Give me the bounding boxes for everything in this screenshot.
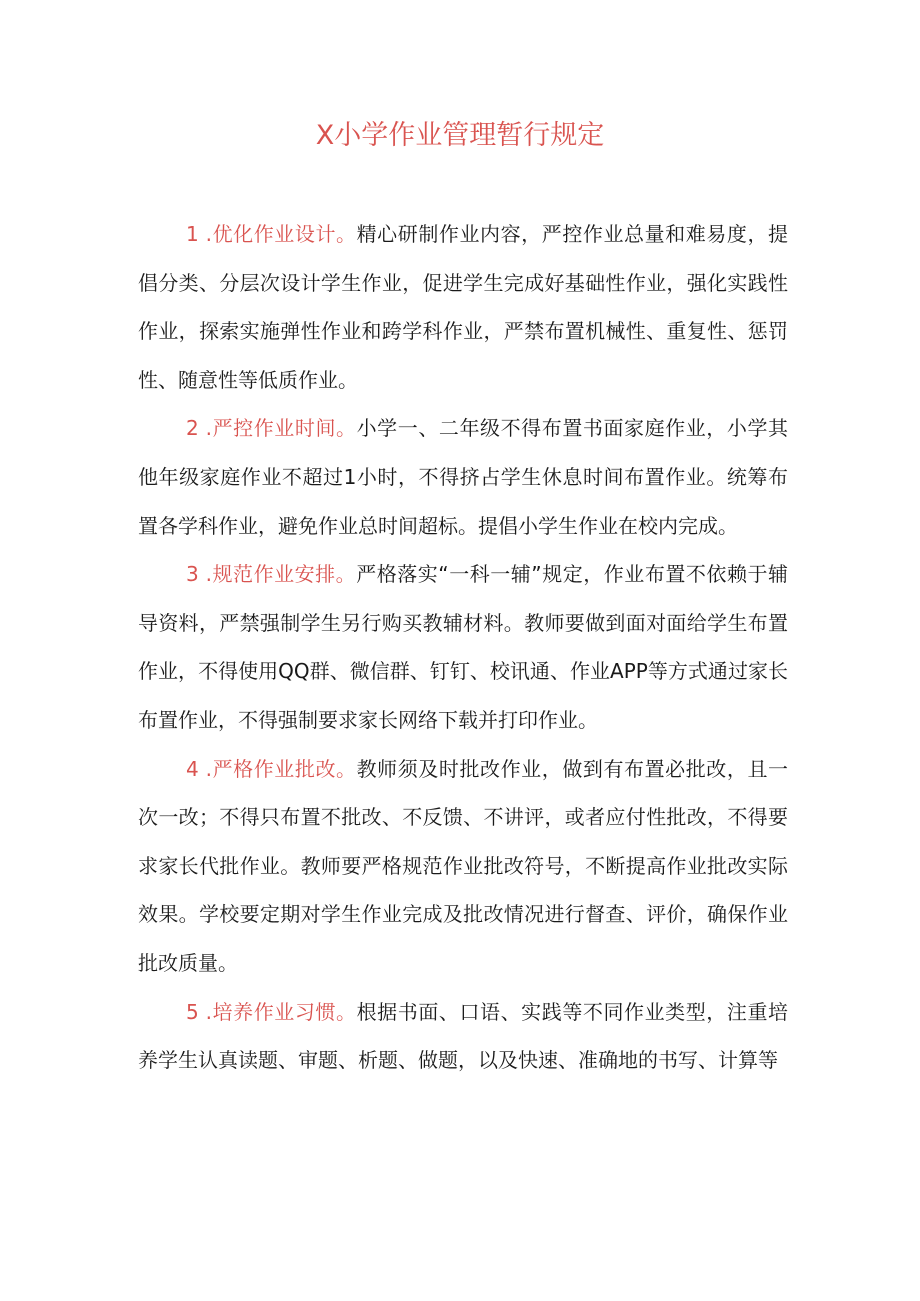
rule-number: 3: [186, 562, 199, 587]
rule-item-5: [138, 988, 788, 1085]
rule-item-2: [138, 404, 788, 550]
rule-number: 5: [186, 999, 199, 1024]
rule-text: 小学一、二年级不得布置书面家庭作业，小学其他年级家庭作业不超过1小时，不得挤占学生休息时间布置作业。统筹布置各学科作业，避免作业总时间超标。提倡小学生作业在校内完成。: [138, 416, 789, 538]
rule-number: 4: [186, 756, 199, 781]
rule-item-1: [138, 210, 788, 404]
rule-heading: .严控作业时间。: [205, 416, 357, 441]
rule-item-3: [138, 550, 788, 744]
rule-item-4: [138, 745, 788, 988]
rule-heading: .规范作业安排。: [205, 562, 357, 587]
rule-heading: .培养作业习惯。: [205, 999, 357, 1024]
rule-text: 严格落实“一科一辅”规定，作业布置不依赖于辅导资料，严禁强制学生另行购买教辅材料。教师要做到面对面给学生布置作业，不得使用QQ群、微信群、钉钉、校讯通、作业APP等方式通过家长布置作业，不得强制要求家长网络下载并打印作业。: [138, 562, 788, 732]
document-title: X小学作业管理暂行规定: [315, 120, 605, 151]
rule-heading: .优化作业设计。: [205, 222, 357, 246]
rule-number: 2: [186, 416, 199, 441]
rule-text: 精心研制作业内容，严控作业总量和难易度，提倡分类、分层次设计学生作业，促进学生完成好基础性作业，强化实践性作业，探索实施弹性作业和跨学科作业，严禁布置机械性、重复性、惩罚性、随意性等低质作业。: [138, 222, 789, 392]
rule-text: 教师须及时批改作业，做到有布置必批改，且一次一改；不得只布置不批改、不反馈、不讲评，或者应付性批改，不得要求家长代批作业。教师要严格规范作业批改符号，不断提高作业批改实际效果。学校要定期对学生作业完成及批改情况进行督查、评价，确保作业批改质量。: [138, 756, 789, 975]
document-body: [138, 210, 788, 1085]
rule-number: 1: [186, 222, 199, 246]
rule-heading: .严格作业批改。: [205, 756, 357, 781]
rule-text: 根据书面、口语、实践等不同作业类型，注重培养学生认真读题、审题、析题、做题，以及快速、准确地的书写、计算等: [138, 999, 789, 1073]
